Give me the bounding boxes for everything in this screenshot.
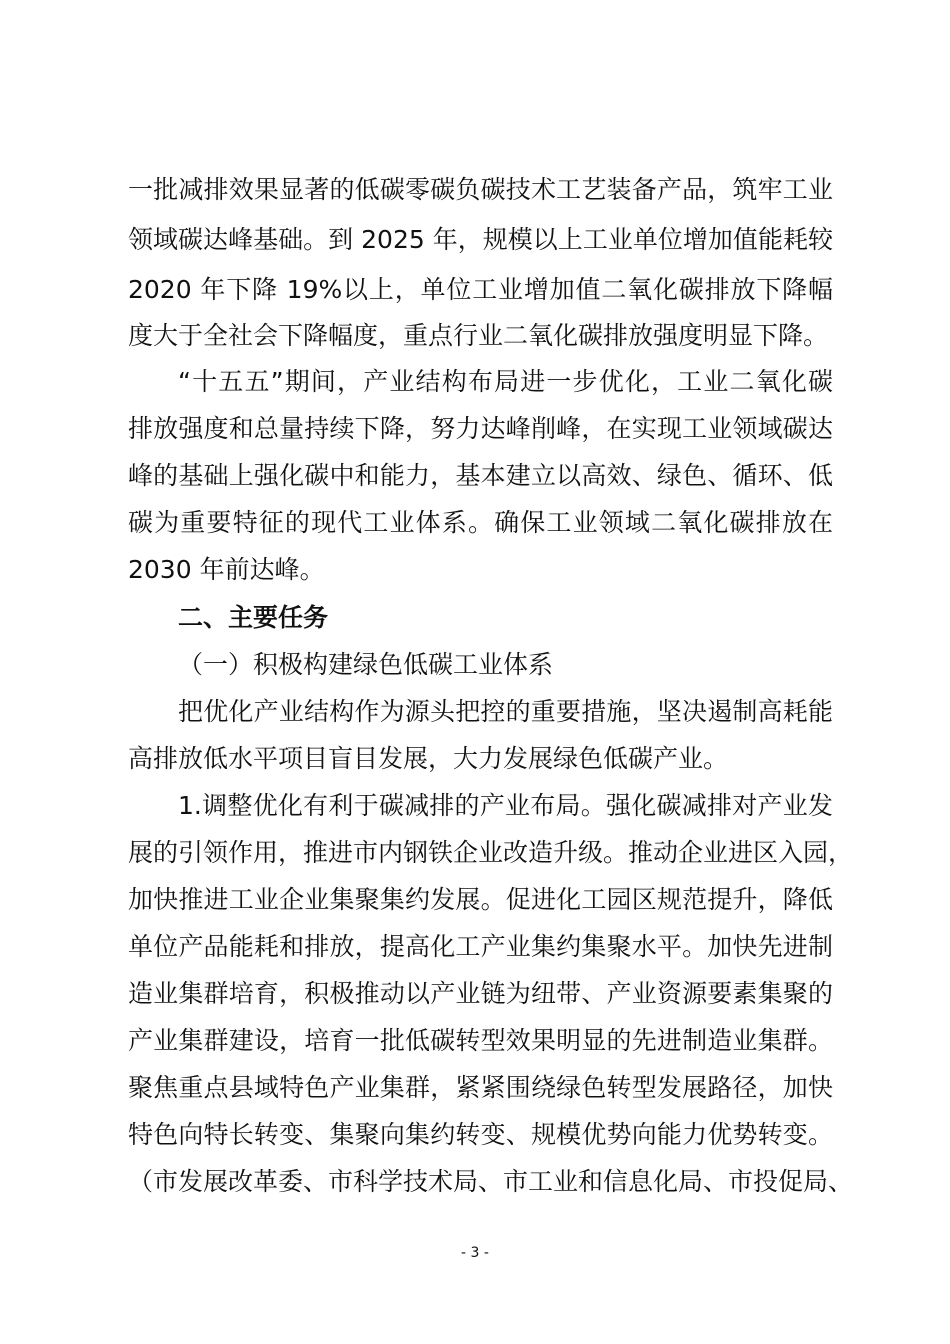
body-text-line: （市发展改革委、市科学技术局、市工业和信息化局、市投促局、 [128,1167,854,1196]
body-text-line: 2020 年下降 19%以上，单位工业增加值二氧化碳排放下降幅 [128,275,833,304]
body-text-line: 聚焦重点县域特色产业集群，紧紧围绕绿色转型发展路径，加快 [128,1073,833,1102]
body-text-line: 1.调整优化有利于碳减排的产业布局。强化碳减排对产业发 [178,791,833,820]
body-text-line: 特色向特长转变、集聚向集约转变、规模优势向能力优势转变。 [128,1120,833,1149]
section-heading: 二、主要任务 [178,603,329,632]
body-text-line: 单位产品能耗和排放，提高化工产业集约集聚水平。加快先进制 [128,932,833,961]
body-text-line: 峰的基础上强化碳中和能力，基本建立以高效、绿色、循环、低 [128,461,833,490]
page-number: - 3 - [461,1245,489,1261]
body-text-line: 产业集群建设，培育一批低碳转型效果明显的先进制造业集群。 [128,1026,833,1055]
body-text-line: 造业集群培育，积极推动以产业链为纽带、产业资源要素集聚的 [128,979,833,1008]
subsection-heading: （一）积极构建绿色低碳工业体系 [178,650,554,679]
body-text-line: 一批减排效果显著的低碳零碳负碳技术工艺装备产品，筑牢工业 [128,175,833,204]
body-text-line: 排放强度和总量持续下降，努力达峰削峰，在实现工业领域碳达 [128,414,833,443]
body-text-line: 2030 年前达峰。 [128,555,325,584]
body-text-line: 展的引领作用，推进市内钢铁企业改造升级。推动企业进区入园， [128,838,854,867]
body-text-line: 加快推进工业企业集聚集约发展。促进化工园区规范提升，降低 [128,885,833,914]
body-text-line: 把优化产业结构作为源头把控的重要措施，坚决遏制高耗能 [178,697,833,726]
body-text-line: 高排放低水平项目盲目发展，大力发展绿色低碳产业。 [128,744,729,773]
body-text-line: 领域碳达峰基础。到 2025 年，规模以上工业单位增加值能耗较 [128,225,833,254]
body-text-line: 碳为重要特征的现代工业体系。确保工业领域二氧化碳排放在 [128,508,833,537]
body-text-line: 度大于全社会下降幅度，重点行业二氧化碳排放强度明显下降。 [128,321,829,350]
body-text-line: “十五五”期间，产业结构布局进一步优化，工业二氧化碳 [178,367,833,396]
